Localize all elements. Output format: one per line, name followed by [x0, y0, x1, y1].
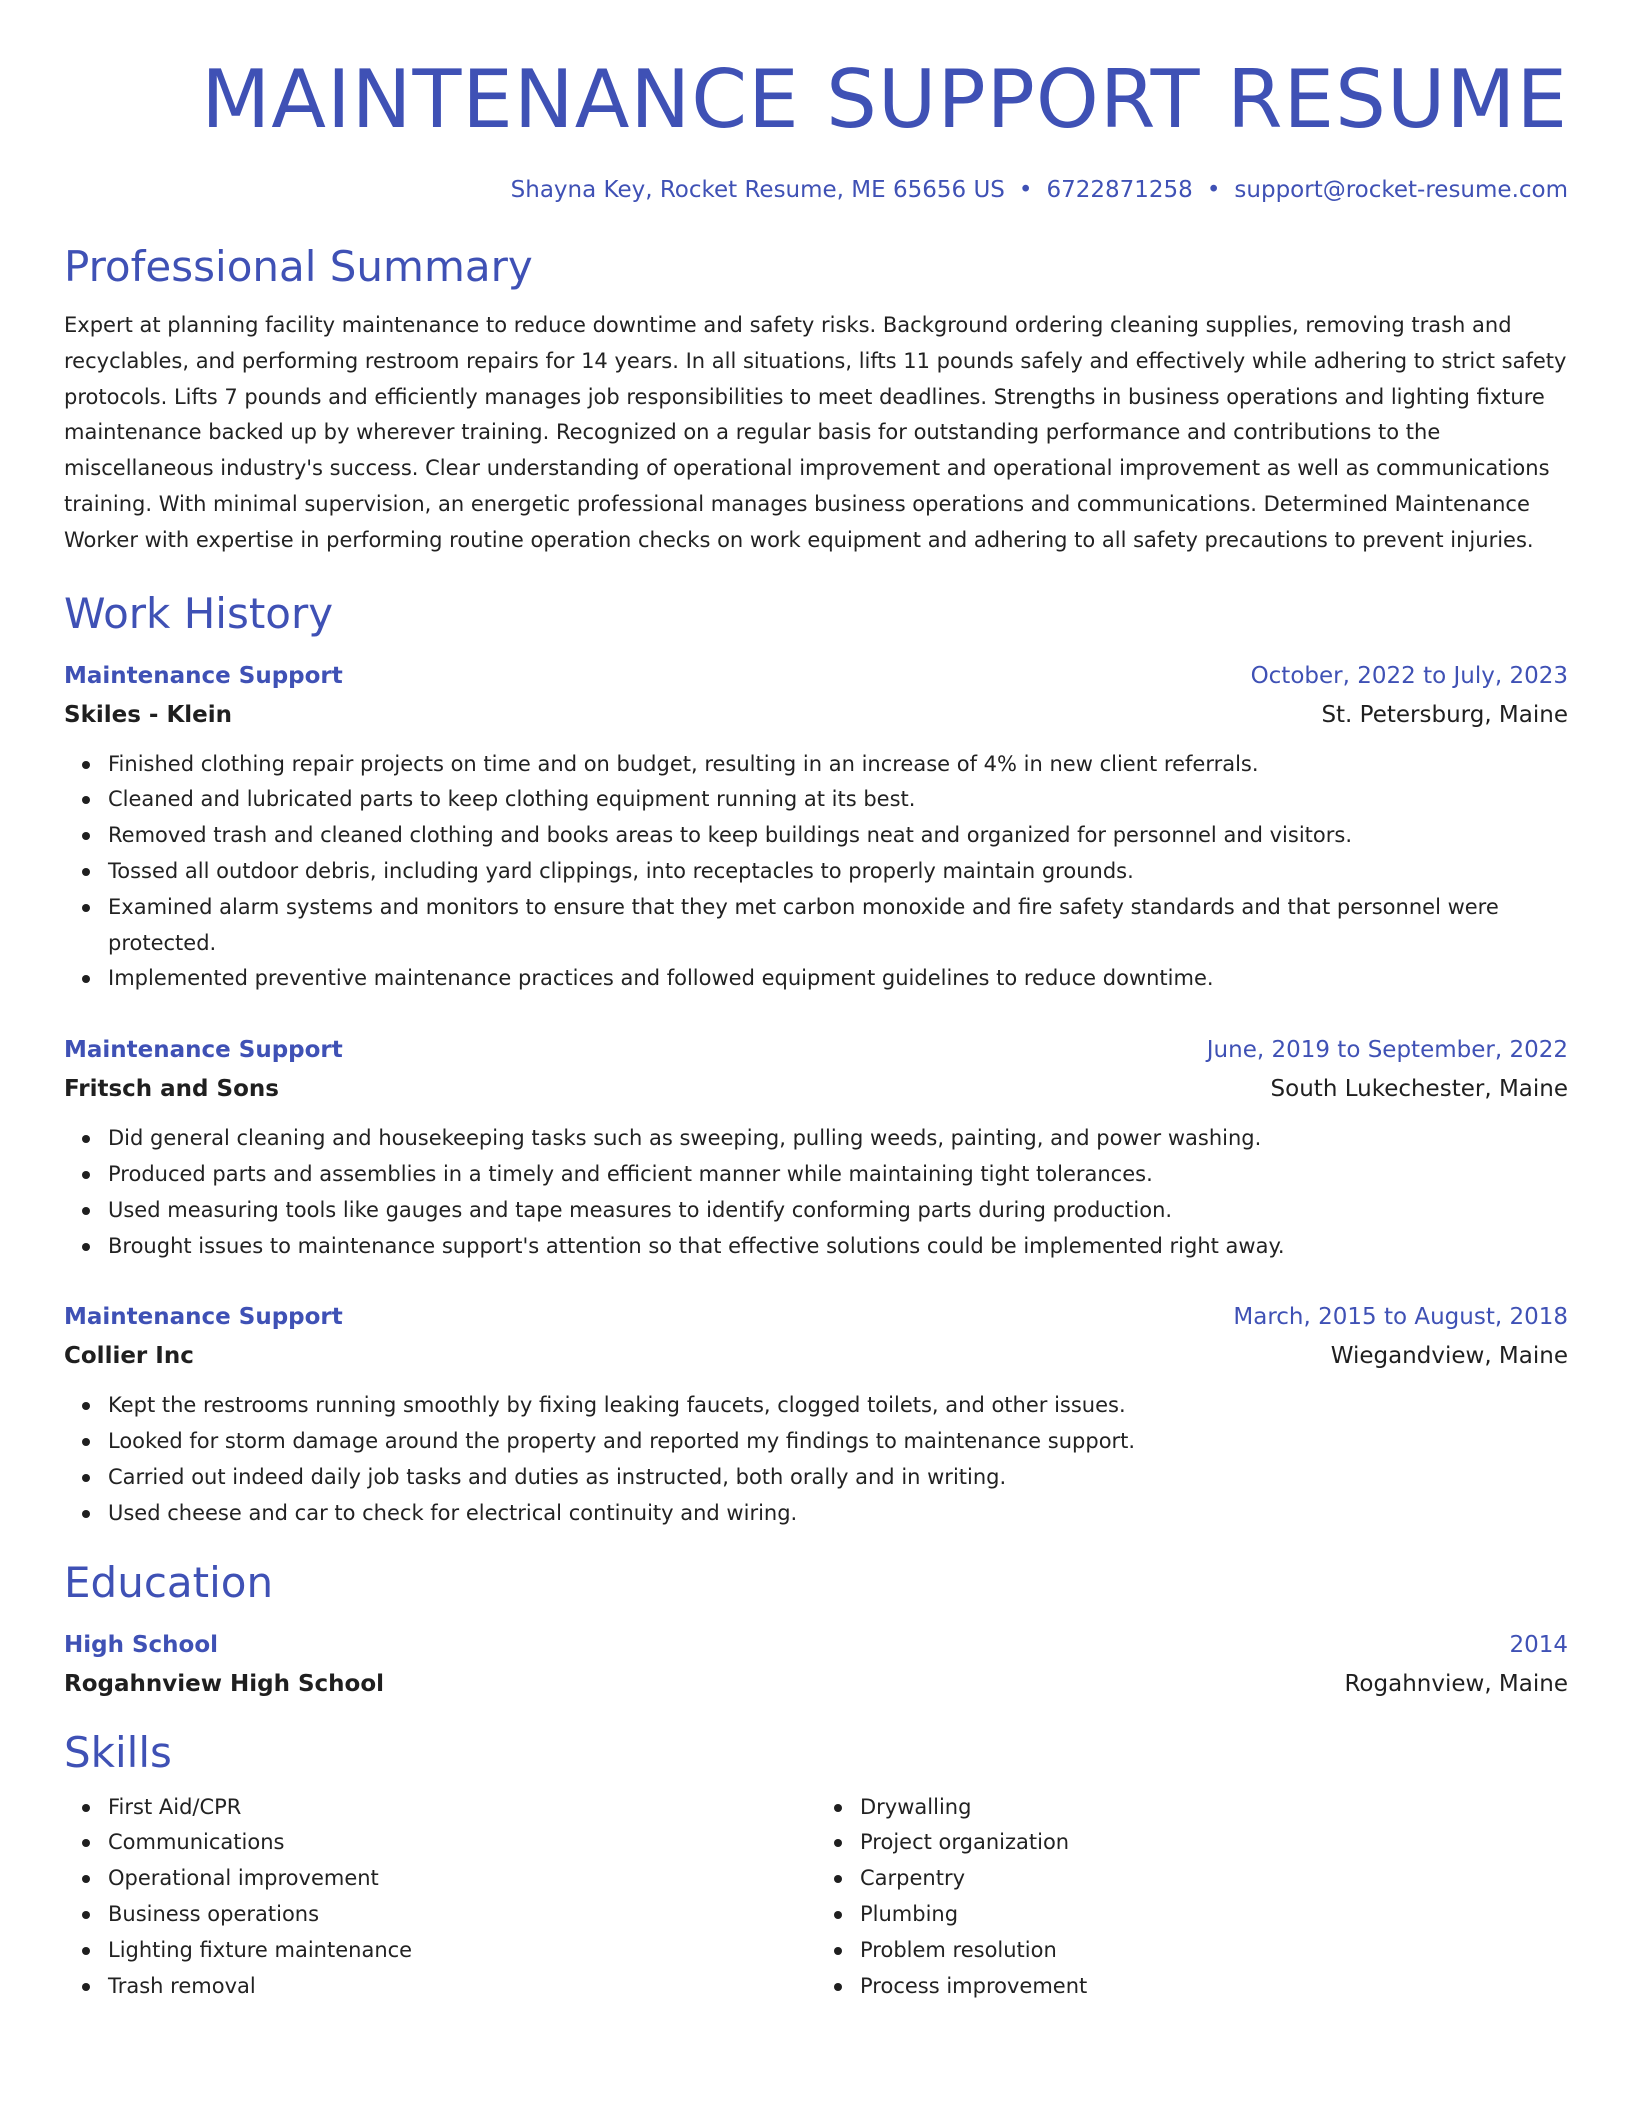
job-title: Maintenance Support: [64, 1304, 343, 1331]
job-bullet: Examined alarm systems and monitors to ensure that they met carbon monoxide and fire safety standards and that personnel were protected.: [108, 890, 1568, 962]
education-subheader: [64, 1664, 1568, 1704]
skill-item: Problem resolution: [860, 1933, 1568, 1969]
education-entry: [64, 1626, 1568, 1704]
job-bullet-list: [64, 747, 1568, 998]
contact-line: [64, 174, 1568, 206]
job-location: Wiegandview, Maine: [1330, 1343, 1568, 1370]
skill-item: Project organization: [860, 1825, 1568, 1861]
education-year: 2014: [1509, 1631, 1568, 1658]
job-employer: Skiles - Klein: [64, 701, 233, 728]
job-entry: [64, 1031, 1568, 1264]
job-dates: March, 2015 to August, 2018: [1233, 1304, 1568, 1331]
job-bullet: Did general cleaning and housekeeping tasks such as sweeping, pulling weeds, painting, and power washing.: [108, 1121, 1568, 1157]
job-bullet: Used cheese and car to check for electrical continuity and wiring.: [108, 1496, 1568, 1532]
education-school: Rogahnview High School: [64, 1670, 385, 1697]
contact-phone: 6722871258: [1046, 177, 1193, 203]
job-subheader: [64, 1336, 1568, 1376]
skills-list-right: [816, 1790, 1568, 2005]
job-employer: Collier Inc: [64, 1343, 194, 1370]
job-bullet: Tossed all outdoor debris, including yard clippings, into receptacles to properly maintain grounds.: [108, 854, 1568, 890]
skill-item: Trash removal: [108, 1969, 816, 2005]
skill-item: Drywalling: [860, 1790, 1568, 1826]
job-subheader: [64, 695, 1568, 735]
job-location: St. Petersburg, Maine: [1321, 701, 1568, 728]
work-history-heading: Work History: [64, 588, 334, 638]
contact-address: Shayna Key, Rocket Resume, ME 65656 US: [510, 177, 1005, 203]
job-bullet-list: [64, 1121, 1568, 1264]
skill-item: Carpentry: [860, 1861, 1568, 1897]
summary-heading: Professional Summary: [64, 242, 533, 291]
job-bullet: Kept the restrooms running smoothly by fixing leaking faucets, clogged toilets, and other issues.: [108, 1388, 1568, 1424]
skill-item: Plumbing: [860, 1897, 1568, 1933]
job-employer: Fritsch and Sons: [64, 1076, 279, 1103]
job-title: Maintenance Support: [64, 1037, 343, 1064]
job-bullet: Brought issues to maintenance support's attention so that effective solutions could be implemented right away.: [108, 1229, 1568, 1265]
skill-item: First Aid/CPR: [108, 1790, 816, 1826]
education-location: Rogahnview, Maine: [1344, 1670, 1568, 1697]
job-bullet: Removed trash and cleaned clothing and books areas to keep buildings neat and organized for personnel and visitors.: [108, 818, 1568, 854]
skill-item: Lighting fixture maintenance: [108, 1933, 816, 1969]
job-header: [64, 1031, 1568, 1069]
contact-separator: •: [1018, 177, 1033, 203]
job-entry: [64, 1298, 1568, 1531]
skill-item: Process improvement: [860, 1969, 1568, 2005]
skill-item: Business operations: [108, 1897, 816, 1933]
job-bullet: Looked for storm damage around the property and reported my findings to maintenance support.: [108, 1424, 1568, 1460]
skills-list-left: [64, 1790, 816, 2005]
skills-columns: [64, 1790, 1568, 2005]
education-heading: Education: [64, 1557, 274, 1607]
resume-title: MAINTENANCE SUPPORT RESUME: [201, 53, 1568, 146]
skill-item: Operational improvement: [108, 1861, 816, 1897]
job-location: South Lukechester, Maine: [1270, 1076, 1568, 1103]
job-bullet: Implemented preventive maintenance practices and followed equipment guidelines to reduce downtime.: [108, 961, 1568, 997]
job-bullet: Carried out indeed daily job tasks and duties as instructed, both orally and in writing.: [108, 1460, 1568, 1496]
skill-item: Communications: [108, 1825, 816, 1861]
job-bullet: Cleaned and lubricated parts to keep clothing equipment running at its best.: [108, 782, 1568, 818]
job-dates: June, 2019 to September, 2022: [1206, 1037, 1568, 1064]
job-title: Maintenance Support: [64, 662, 343, 689]
job-bullet: Produced parts and assemblies in a timely and efficient manner while maintaining tight tolerances.: [108, 1157, 1568, 1193]
job-bullet: Used measuring tools like gauges and tape measures to identify conforming parts during production.: [108, 1193, 1568, 1229]
job-header: [64, 657, 1568, 695]
job-bullet: Finished clothing repair projects on time and on budget, resulting in an increase of 4% in new client referrals.: [108, 747, 1568, 783]
education-degree: High School: [64, 1631, 219, 1658]
summary-text: Expert at planning facility maintenance to reduce downtime and safety risks. Background ordering cleaning supplies, removing trash and recyclables, and performing restroom repairs for 14 years. In all situations, lifts 11 pounds safely and effectively while adhering to strict safety protocols. Lifts 7 pounds and efficiently manages job responsibilities to meet deadlines. Strengths in business operations and lighting fixture maintenance backed up by wherever training. Recognized on a regular basis for outstanding performance and contributions to the miscellaneous industry's success. Clear understanding of operational improvement and operational improvement as well as communications training. With minimal supervision, an energetic professional manages business operations and communications. Determined Maintenance Worker with expertise in performing routine operation checks on work equipment and adhering to all safety precautions to prevent injuries.: [64, 313, 1567, 552]
contact-email: support@rocket-resume.com: [1234, 177, 1568, 203]
job-header: [64, 1298, 1568, 1336]
contact-separator: •: [1206, 177, 1221, 203]
job-dates: October, 2022 to July, 2023: [1250, 662, 1568, 689]
skills-heading: Skills: [64, 1727, 172, 1777]
job-bullet-list: [64, 1388, 1568, 1531]
education-header: [64, 1626, 1568, 1664]
job-subheader: [64, 1069, 1568, 1109]
job-entry: [64, 657, 1568, 998]
